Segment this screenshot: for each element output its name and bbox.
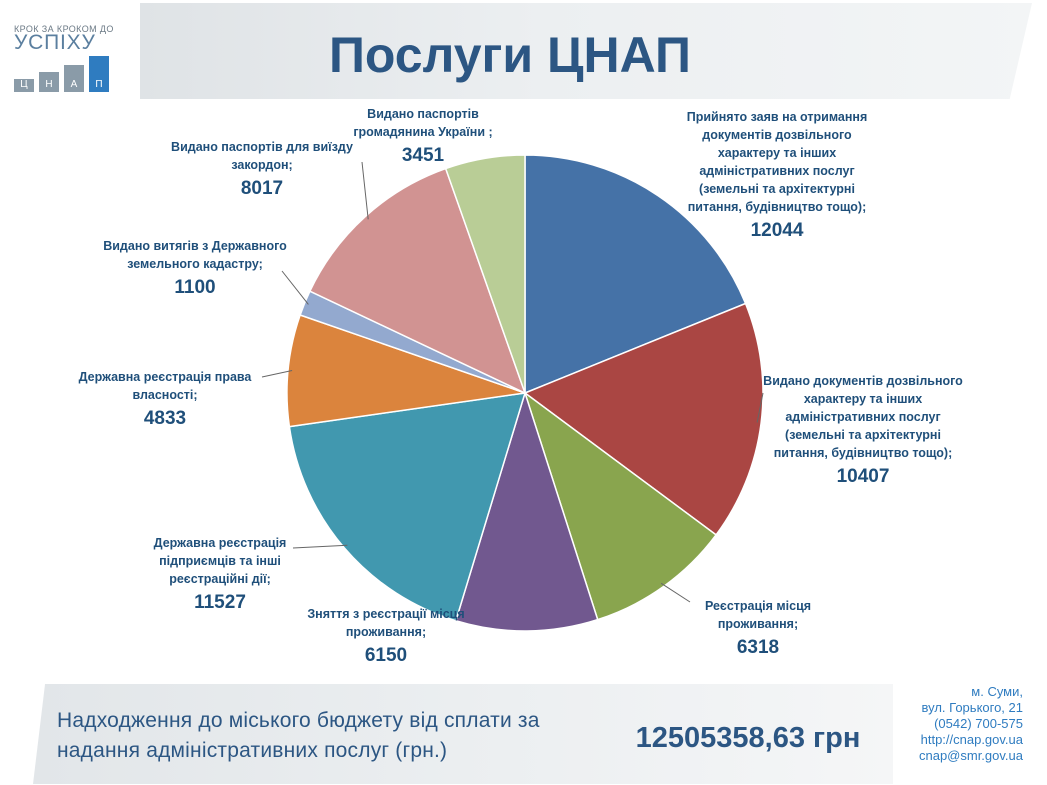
slice-label-text: Зняття з реєстрації місця проживання;	[307, 607, 465, 639]
revenue-description: Надходження до міського бюджету від сплати за надання адміністративних послуг (грн.)	[57, 709, 540, 762]
slice-label-text: Реєстрація місця проживання;	[704, 599, 812, 631]
slice-label-value: 12044	[750, 220, 804, 241]
slice-label-residence-deregistration	[296, 605, 476, 668]
contact-phone: (0542) 700-575	[934, 716, 1023, 731]
logo-top-text: КРОК ЗА КРОКОМ ДО	[14, 24, 114, 34]
contact-info	[919, 684, 1023, 764]
contact-email-link[interactable]: cnap@smr.gov.ua	[918, 748, 1023, 763]
contact-website-link[interactable]: http://cnap.gov.ua	[920, 732, 1023, 747]
slice-label-ukrainian-passports	[334, 105, 512, 168]
leader-line	[661, 583, 690, 602]
slice-label-text: Державна реєстрація підприємців та інші реєстраційні дії;	[153, 536, 287, 586]
slice-label-value: 8017	[240, 178, 284, 199]
leader-line	[293, 545, 347, 548]
slice-label-text: Видано паспортів громадянина України ;	[353, 107, 493, 139]
logo-bar-letter: Н	[45, 79, 53, 90]
slice-label-value: 4833	[143, 408, 187, 429]
logo-bar-letter: П	[95, 79, 103, 90]
logo-main-text: УСПІХУ	[14, 31, 96, 54]
slice-label-value: 6150	[364, 645, 408, 666]
slice-label-text: Видано витягів з Державного земельного кадастру;	[103, 239, 287, 271]
slice-label-land-cadastre-extracts	[100, 237, 290, 300]
slice-label-documents-issued	[758, 372, 968, 489]
slice-label-value: 6318	[736, 637, 780, 658]
revenue-amount: 12505358,63 грн	[635, 722, 861, 754]
contact-street: вул. Горького, 21	[921, 700, 1023, 715]
slice-label-property-registration	[67, 368, 263, 431]
slice-label-value: 1100	[174, 277, 216, 298]
logo-bar-letter: Ц	[20, 79, 28, 90]
slice-label-text: Прийнято заяв на отримання документів дозвільного характеру та інших адміністративних послуг (земельні та архітектурні питання, будівництво тощо);	[686, 110, 868, 214]
logo-bar-letter: А	[70, 79, 78, 90]
contact-city: м. Суми,	[971, 684, 1023, 699]
slice-label-text: Державна реєстрація права власності;	[78, 370, 252, 402]
page-title: Послуги ЦНАП	[328, 27, 691, 83]
slice-label-business-registration	[144, 534, 296, 615]
slice-label-residence-registration	[688, 597, 828, 660]
slice-label-value: 10407	[836, 466, 890, 487]
slice-label-applications-accepted	[672, 108, 882, 243]
slice-label-value: 11527	[194, 592, 246, 613]
slice-label-text: Видано паспортів для виїзду закордон;	[171, 140, 353, 172]
slice-label-text: Видано документів дозвільного характеру та інших адміністративних послуг (земельні та архітектурні питання, будівництво тощо);	[763, 374, 963, 460]
slice-label-value: 3451	[401, 145, 445, 166]
